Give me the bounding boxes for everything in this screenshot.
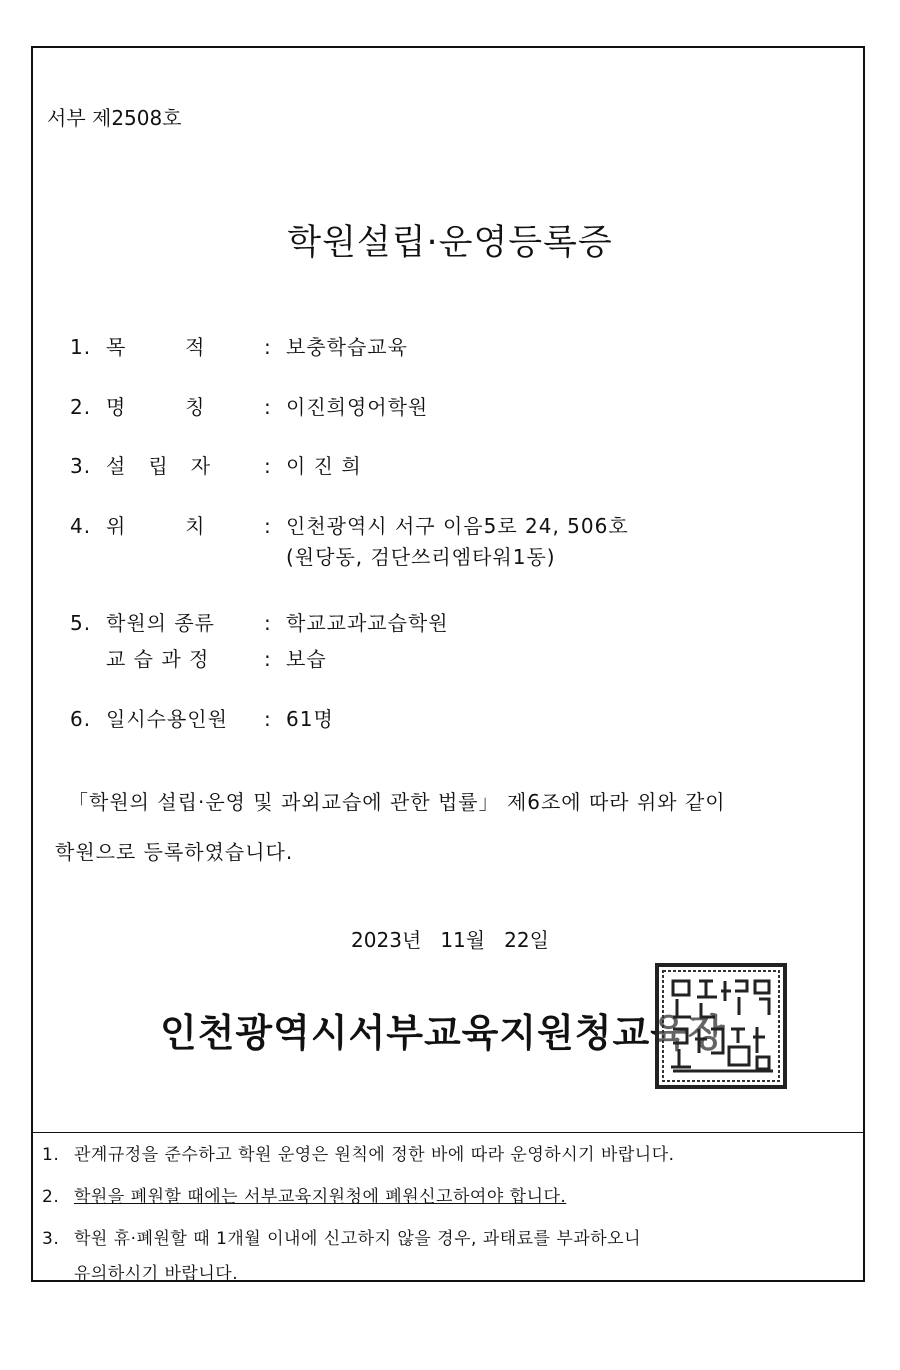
seal-pattern-icon: [659, 967, 783, 1085]
note-3-continuation: 유의하시기 바랍니다.: [74, 1264, 239, 1284]
item-label: 학원의 종류: [106, 611, 215, 635]
item-academy-type: [70, 607, 449, 636]
note-text: 학원을 폐원할 때에는 서부교육지원청에 폐원신고하여야 합니다.: [74, 1187, 567, 1207]
item-number: 2.: [70, 395, 92, 419]
location-detail: (원당동, 검단쓰리엠타워1동): [286, 545, 556, 569]
item-label: 목 적: [106, 335, 206, 359]
item-number: 3.: [70, 454, 92, 478]
note-text: 관계규정을 준수하고 학원 운영은 원칙에 정한 바에 따라 운영하시기 바랍니다.: [74, 1145, 675, 1165]
item-label: 위 치: [106, 514, 206, 538]
note-number: 3.: [42, 1229, 60, 1249]
item-value: 인천광역시 서구 이음5로 24, 506호: [286, 514, 629, 538]
note-1: [42, 1140, 675, 1165]
item-number: 1.: [70, 335, 92, 359]
item-colon: :: [264, 611, 272, 635]
item-colon: :: [264, 395, 272, 419]
item-number: 4.: [70, 514, 92, 538]
note-number: 2.: [42, 1187, 60, 1207]
notes-divider: [31, 1132, 865, 1133]
note-text: 학원 휴·폐원할 때 1개월 이내에 신고하지 않을 경우, 과태료를 부과하오니: [74, 1229, 641, 1249]
item-purpose: [70, 331, 408, 360]
course-label: 교 습 과 정: [106, 647, 210, 671]
item-number: 5.: [70, 611, 92, 635]
item-colon: :: [264, 707, 272, 731]
item-name: [70, 391, 428, 420]
registration-statement-line1: 「학원의 설립·운영 및 과외교습에 관한 법률」 제6조에 따라 위와 같이: [68, 790, 726, 814]
item-value: 이 진 희: [286, 454, 362, 478]
item-location: [70, 510, 629, 539]
item-label: 일시수용인원: [106, 707, 228, 731]
course-colon: :: [264, 647, 272, 671]
official-seal: [655, 963, 787, 1089]
item-founder: [70, 450, 362, 479]
note-2: [42, 1182, 566, 1207]
item-value: 61명: [286, 707, 334, 731]
note-3: [42, 1224, 641, 1249]
course-value: 보습: [286, 647, 327, 671]
item-label: 설 립 자: [106, 454, 212, 478]
item-colon: :: [264, 335, 272, 359]
issuer-name: 인천광역시서부교육지원청교육장: [160, 1011, 726, 1055]
item-colon: :: [264, 514, 272, 538]
registration-statement-line2: 학원으로 등록하였습니다.: [55, 840, 294, 864]
item-capacity: [70, 703, 334, 732]
note-number: 1.: [42, 1145, 60, 1165]
item-value: 이진희영어학원: [286, 395, 429, 419]
issue-date: 2023년 11월 22일: [351, 928, 549, 952]
document-number: 서부 제2508호: [47, 106, 182, 130]
item-value: 보충학습교육: [286, 335, 408, 359]
item-label: 명 칭: [106, 395, 206, 419]
item-course: [106, 643, 327, 672]
item-colon: :: [264, 454, 272, 478]
certificate-title: 학원설립·운영등록증: [287, 223, 613, 263]
item-value: 학교교과교습학원: [286, 611, 449, 635]
item-number: 6.: [70, 707, 92, 731]
